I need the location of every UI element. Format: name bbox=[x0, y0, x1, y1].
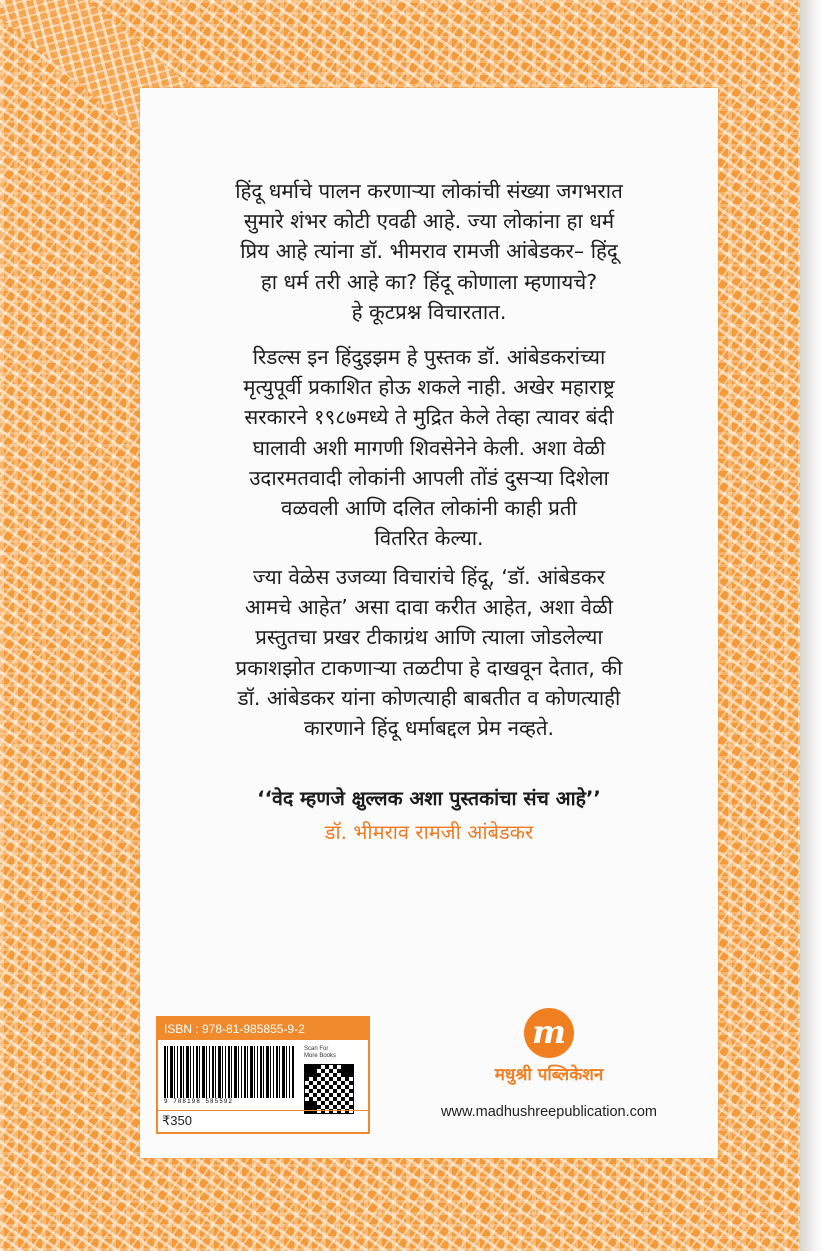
blurb-line: वितरित केल्या. bbox=[374, 526, 484, 551]
blurb-line: मृत्युपूर्वी प्रकाशित होऊ शकले नाही. अखेर महाराष्ट्र bbox=[243, 375, 615, 400]
isbn-label: ISBN : 978-81-985855-9-2 bbox=[158, 1018, 368, 1040]
qr-code-icon bbox=[304, 1064, 354, 1114]
blurb-line: वळवली आणि दलित लोकांनी काही प्रती bbox=[281, 496, 577, 521]
blurb-line: कारणाने हिंदू धर्माबद्दल प्रेम नव्हते. bbox=[303, 716, 555, 741]
price-label: ₹350 bbox=[162, 1113, 192, 1128]
blurb-line: डॉ. आंबेडकर यांना कोणत्याही बाबतीत व कोणत्याही bbox=[237, 685, 621, 710]
blurb-line: ज्या वेळेस उजव्या विचारांचे हिंदू, ‘डॉ. आंबेडकर bbox=[253, 565, 605, 589]
pull-quote: ‘‘वेद म्हणजे क्षुल्लक अशा पुस्तकांचा संच आहे’’ bbox=[257, 787, 601, 810]
blurb-paragraph-3 bbox=[140, 562, 718, 743]
blurb-paragraph-2 bbox=[140, 342, 718, 553]
blurb-line: प्रस्तुतचा प्रखर टीकाग्रंथ आणि त्याला जोडलेल्या bbox=[255, 625, 603, 650]
isbn-barcode-box bbox=[156, 1016, 370, 1134]
scan-label-line: More Books bbox=[304, 1053, 337, 1059]
scan-label-line: Scan For bbox=[304, 1046, 329, 1052]
publisher-url: www.madhushreepublication.com bbox=[441, 1104, 657, 1120]
blurb-line: हे कूटप्रश्न विचारतात. bbox=[351, 299, 507, 324]
blurb-line: हा धर्म तरी आहे का? हिंदू कोणाला म्हणायचे? bbox=[260, 269, 598, 294]
blurb-line: रिडल्स इन हिंदुइझम हे पुस्तक डॉ. आंबेडकरांच्या bbox=[252, 345, 606, 369]
blurb-line: सुमारे शंभर कोटी एवढी आहे. ज्या लोकांना हा धर्म bbox=[243, 209, 615, 234]
blurb-line: प्रिय आहे त्यांना डॉ. भीमराव रामजी आंबेडकर– हिंदू bbox=[240, 239, 618, 264]
publisher-name: मधुश्री पब्लिकेशन bbox=[494, 1065, 604, 1085]
barcode-digits: 9 788198 585592 bbox=[164, 1098, 234, 1105]
blurb-line: उदारमतवादी लोकांनी आपली तोंडं दुसऱ्या दिशेला bbox=[249, 465, 609, 490]
blurb-line: हिंदू धर्माचे पालन करणाऱ्या लोकांची संख्या जगभरात bbox=[235, 179, 623, 203]
blurb-paragraph-1 bbox=[140, 176, 718, 327]
spine-edge bbox=[800, 0, 823, 1251]
divider bbox=[158, 1110, 368, 1111]
scan-label bbox=[304, 1046, 336, 1060]
barcode-icon bbox=[164, 1046, 294, 1098]
blurb-line: सरकारने १९८७मध्ये ते मुद्रित केले तेव्हा त्यावर बंदी bbox=[244, 405, 614, 430]
blurb-line: प्रकाशझोत टाकणाऱ्या तळटीपा हे दाखवून देतात, की bbox=[235, 655, 623, 680]
blurb-line: घालावी अशी मागणी शिवसेनेने केली. अशा वेळी bbox=[252, 435, 606, 460]
publisher-logo-icon: m bbox=[524, 1008, 574, 1058]
back-cover-panel bbox=[140, 88, 718, 1158]
blurb-line: आमचे आहेत’ असा दावा करीत आहेत, अशा वेळी bbox=[245, 595, 613, 620]
quote-author: डॉ. भीमराव रामजी आंबेडकर bbox=[324, 820, 534, 844]
